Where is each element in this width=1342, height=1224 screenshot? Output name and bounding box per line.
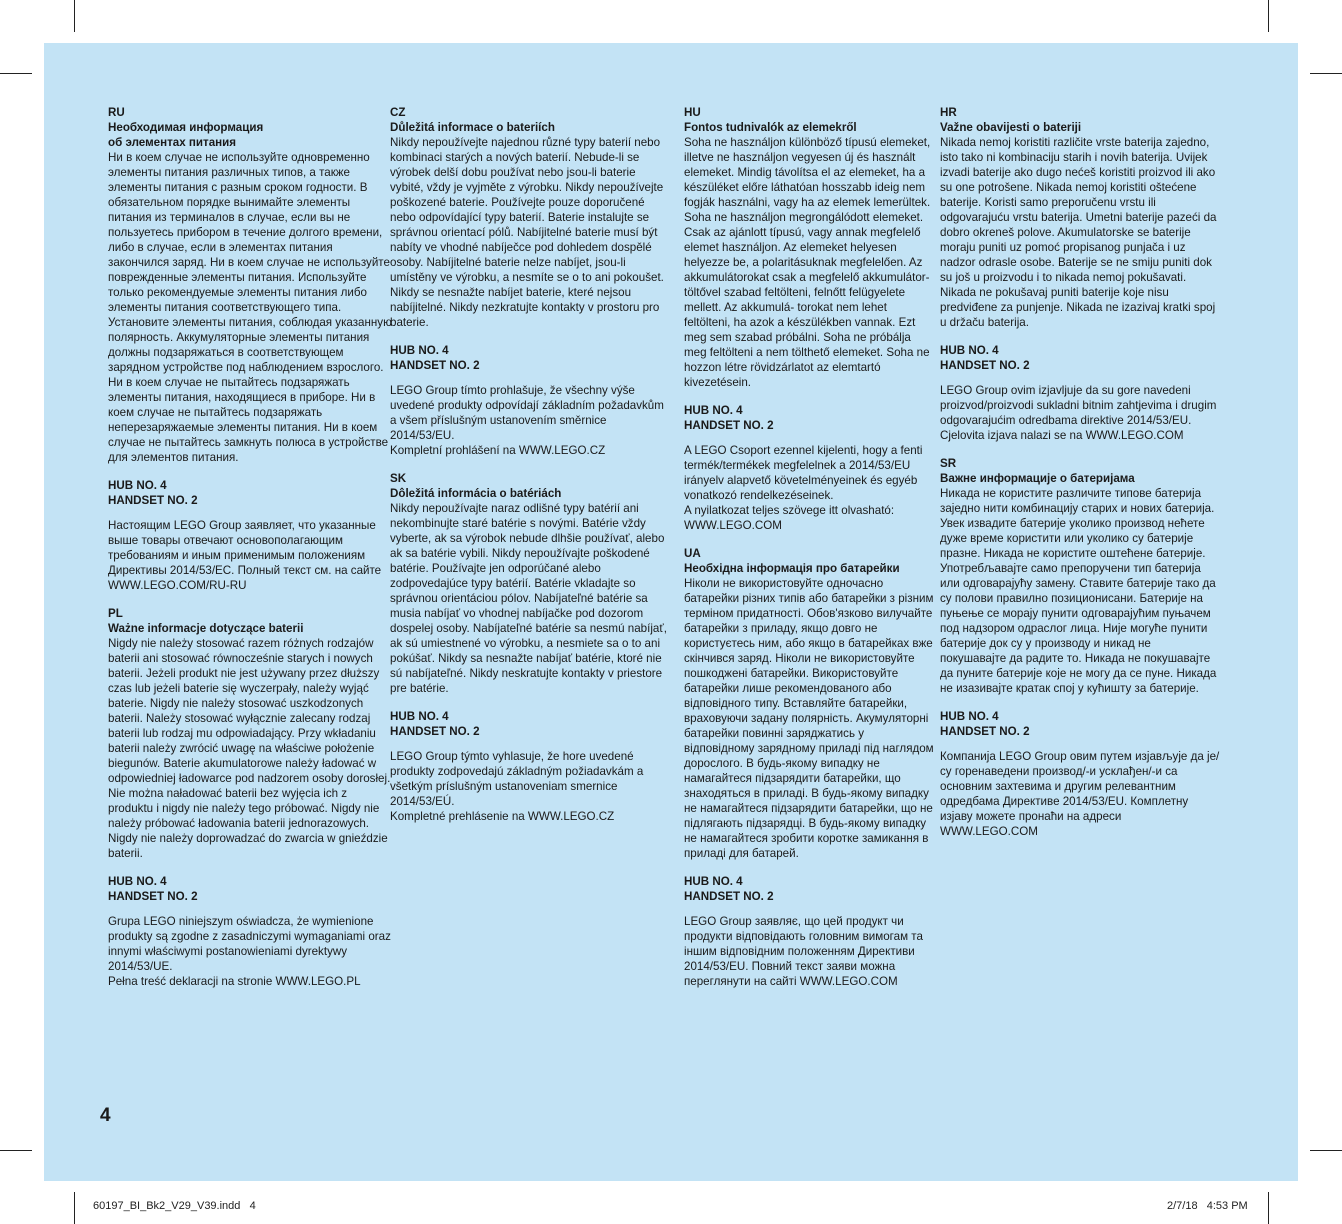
hub-handset-label: HUB NO. 4 HANDSET NO. 2 — [108, 875, 198, 903]
language-code: SK — [390, 472, 407, 485]
language-section — [108, 105, 392, 593]
page-number: 4 — [100, 1105, 111, 1126]
column-3 — [684, 105, 934, 989]
slug-file: 60197_BI_Bk2_V29_V39.indd 4 — [93, 1200, 256, 1212]
section-title: Важне информације о батеријама — [940, 472, 1135, 485]
language-code: HU — [684, 106, 701, 119]
language-code: RU — [108, 106, 125, 119]
section-body: Soha ne használjon különböző típusú elemeket, illetve ne használjon vegyesen új és használt elemeket. Mindig távolítsa el az elemeket, ha a készüléket előre láthatóan hosszabb ideig nem fogják használni, vagy ha az elemek lemerültek. Soha ne használjon megrongálódott elemeket. Csak az ajánlott típusú, vagy annak megfelelő elemet használjon. Az elemeket helyesen helyezze be, a polaritásuknak megfelelően. Az akkumulátorokat csak a megfelelő akkumulátor- töltővel szabad feltölteni, felnőtt felügyelete mellett. Az akkumulá- torokat nem lehet feltölteni, ha azok a készülékben vannak. Ezt meg sem szabad próbálni. Soha ne próbálja meg feltölteni a nem tölthető elemeket. Soha ne hozzon létre rövidzárlatot az elemtartó kivezetésein. — [684, 136, 931, 389]
page-panel — [44, 43, 1298, 1181]
section-body: Ни в коем случае не используйте одновременно элементы питания различных типов, а также элементы питания с разным сроком годности. В обязательном порядке вынимайте элементы питания из терминалов в случае, если вы не пользуетесь прибором в течение долгого времени, либо в случае, если в элементах питания закончился заряд. Ни в коем случае не используйте поврежденные элементы питания. Используйте только рекомендуемые элементы питания либо элементы питания соответствующего типа. Установите элементы питания, соблюдая указанную полярность. Аккумуляторные элементы питания должны подзаряжаться в соответствующем зарядном устройстве под наблюдением взрослого. Ни в коем случае не пытайтесь подзаряжать элементы питания, находящиеся в приборе. Ни в коем случае не пытайтесь подзаряжать неперезаряжаемые элементы питания. Ни в коем случае не пытайтесь замкнуть полюса в устройстве для элементов питания. — [108, 151, 392, 464]
language-code: UA — [684, 547, 701, 560]
column-1 — [108, 105, 392, 989]
crop-mark — [0, 73, 32, 74]
hub-handset-label: HUB NO. 4 HANDSET NO. 2 — [390, 344, 480, 372]
hub-handset-label: HUB NO. 4 HANDSET NO. 2 — [940, 344, 1030, 372]
section-body: Ніколи не використовуйте одночасно батарейки різних типів або батарейки з різним терміном придатності. Обов'язково вилучайте батарейки з приладу, якщо довго не користуєтесь ним, або якщо в батарейках вже скінчився заряд. Ніколи не використовуйте пошкоджені батарейки. Використовуйте батарейки лише рекомендованого або відповідного типу. Вставляйте батарейки, враховуючи задану полярність. Акумуляторні батарейки повинні заряджатись у відповідному зарядному приладі під наглядом дорослого. В будь-якому випадку не намагайтеся підзарядити батарейки, що знаходяться в приладі. В будь-якому випадку не намагайтеся підзарядити батарейки, що не підлягають підзарядці. В будь-якому випадку не намагайтеся зробити коротке замикання в приладі для батарей. — [684, 577, 934, 860]
language-section — [684, 546, 934, 989]
hub-handset-label: HUB NO. 4 HANDSET NO. 2 — [940, 710, 1030, 738]
language-section — [390, 105, 670, 458]
language-code: CZ — [390, 106, 406, 119]
declaration-text: LEGO Group tímto prohlašuje, že všechny výše uvedené produkty odpovídají základním požadavkům a všem příslušným ustanovením směrnice 2014/53/EU. Kompletní prohlášení na WWW.LEGO.CZ — [390, 384, 664, 457]
section-title: Důležitá informace o bateriích — [390, 121, 555, 134]
declaration-text: Компанија LEGO Group овим путем изјављује да је/су горенаведени производ/-и усклађен/-и са основним захтевима и другим релевантним одредбама Директиве 2014/53/EU. Комплетну изјаву можете пронаћи на адреси WWW.LEGO.COM — [940, 750, 1220, 838]
section-body: Nigdy nie należy stosować razem różnych rodzajów baterii ani stosować równocześnie starych i nowych baterii. Jeżeli produkt nie jest używany przez dłuższy czas lub jeżeli baterie się wyczerpały, należy wyjąć baterie. Nigdy nie należy stosować uszkodzonych baterii. Należy stosować wyłącznie zalecany rodzaj baterii lub rodzaj mu odpowiadający. Przy wkładaniu baterii należy zwrócić uwagę na właściwe położenie biegunów. Baterie akumulatorowe należy ładować w odpowiedniej ładowarce pod nadzorem osoby dorosłej. Nie można naładować baterii bez wyjęcia ich z produktu i nigdy nie należy tego próbować. Nigdy nie należy próbować ładowania baterii jednorazowych. Nigdy nie należy doprowadzać do zwarcia w gnieździe baterii. — [108, 637, 391, 860]
section-body: Nikada nemoj koristiti različite vrste baterija zajedno, isto tako ni kombinaciju starih i novih baterija. Uvijek izvadi baterije ako dugo nećeš koristiti proizvod ili ako su one potrošene. Nikada nemoj koristiti oštećene baterije. Koristi samo preporučenu vrstu ili odgovarajuću vrstu baterija. Umetni baterije pazeći da dobro okreneš polove. Akumulatorske se baterije moraju puniti uz pomoć propisanog punjača i uz nadzor odrasle osobe. Baterije se ne smiju puniti dok su još u proizvodu i to nikada nemoj pokušavati. Nikada ne pokušavaj puniti baterije koje nisu predviđene za punjenje. Nikada ne izazivaj kratki spoj u držaču baterija. — [940, 136, 1217, 329]
language-section — [940, 456, 1220, 839]
declaration-text: Настоящим LEGO Group заявляет, что указанные выше товары отвечают основополагающим требованиям и иным применимым положениям Директивы 2014/53/EC. Полный текст см. на сайте WWW.LEGO.COM/RU-RU — [108, 519, 382, 592]
crop-mark — [1310, 73, 1342, 74]
section-title: Ważne informacje dotyczące baterii — [108, 622, 304, 635]
section-title: Необхідна інформація про батарейки — [684, 562, 900, 575]
hub-handset-label: HUB NO. 4 HANDSET NO. 2 — [684, 404, 774, 432]
section-body: Никада не користите различите типове батерија заједно нити комбинацију старих и нових батерија. Увек извадите батерије уколико производ нећете дуже време користити или уколико су батерије празне. Никада не користите оштећене батерије. Употребљавајте само препоручени тип батерија или одговарајућу замену. Ставите батерије тако да су полови правилно позиционисани. Батерије на пуњење се морају пунити одговарајућим пуњачем под надзором одраслог лица. Није могуће пунити батерије док су у производу и никад не покушавајте да радите то. Никада не покушавајте да пуните батерије које не могу да се пуне. Никада не изазивајте кратак спој у кућишту за батерије. — [940, 487, 1217, 695]
crop-mark — [1268, 0, 1269, 32]
hub-handset-label: HUB NO. 4 HANDSET NO. 2 — [108, 479, 198, 507]
language-code: HR — [940, 106, 957, 119]
declaration-text: LEGO Group týmto vyhlasuje, že hore uvedené produkty zodpovedajú základným požiadavkám a všetkým príslušným ustanoveniam smernice 2014/53/EÚ. Kompletné prehlásenie na WWW.LEGO.CZ — [390, 750, 644, 823]
declaration-text: Grupa LEGO niniejszym oświadcza, że wymienione produkty są zgodne z zasadniczymi wymaganiami oraz innymi właściwymi postanowieniami dyrektywy 2014/53/UE. Pełna treść deklaracji na stronie WWW.LEGO.PL — [108, 915, 391, 988]
hub-handset-label: HUB NO. 4 HANDSET NO. 2 — [684, 875, 774, 903]
section-body: Nikdy nepoužívejte najednou různé typy baterií nebo kombinaci starých a nových baterií. Nebude-li se výrobek delší dobu používat nebo jsou-li baterie vybité, vždy je vyjměte z výrobku. Nikdy nepoužívejte poškozené baterie. Používejte pouze doporučené nebo odpovídající typy baterií. Baterie instalujte se správnou orientací pólů. Nabíjitelné baterie musí být nabíty ve vhodné nabíječce pod dohledem dospělé osoby. Nabíjitelné baterie nelze nabíjet, jsou-li umístěny ve výrobku, a nesmíte se o to ani pokoušet. Nikdy se nesnažte nabíjet baterie, které nejsou nabíjitelné. Nikdy nezkratujte kontakty v prostoru pro baterie. — [390, 136, 664, 329]
section-title: Fontos tudnivalók az elemekről — [684, 121, 857, 134]
column-4 — [940, 105, 1220, 839]
language-section — [108, 606, 392, 989]
column-2 — [390, 105, 670, 824]
slug-date: 2/7/18 4:53 PM — [1167, 1200, 1248, 1212]
declaration-text: LEGO Group заявляє, що цей продукт чи продукти відповідають головним вимогам та іншим відповідним положенням Директиви 2014/53/EU. Повний текст заяви можна переглянути на сайті WWW.LEGO.COM — [684, 915, 923, 988]
crop-mark — [1268, 1192, 1269, 1224]
language-code: PL — [108, 607, 123, 620]
language-code: SR — [940, 457, 957, 470]
language-section — [940, 105, 1220, 443]
language-section — [390, 471, 670, 824]
crop-mark — [74, 1192, 75, 1224]
declaration-text: A LEGO Csoport ezennel kijelenti, hogy a fenti termék/termékek megfelelnek a 2014/53/EU irányelv alapvető követelményeinek és egyéb vonatkozó rendelkezéseinek. A nyilatkozat teljes szövege itt olvasható: WWW.LEGO.COM — [684, 444, 923, 532]
crop-mark — [74, 0, 75, 32]
crop-mark — [0, 1150, 32, 1151]
declaration-text: LEGO Group ovim izjavljuje da su gore navedeni proizvod/proizvodi sukladni bitnim zahtjevima i drugim odgovarajućim odredbama direktive 2014/53/EU. Cjelovita izjava nalazi se na WWW.LEGO.COM — [940, 384, 1217, 442]
section-title: Dôležitá informácia o batériách — [390, 487, 562, 500]
section-body: Nikdy nepoužívajte naraz odlišné typy batérií ani nekombinujte staré batérie s novými. Batérie vždy vyberte, ak sa výrobok nebude dlhšie používať, alebo ak sa batérie vybili. Nikdy nepoužívajte poškodené batérie. Používajte jen odporúčané alebo zodpovedajúce typy batérií. Batérie vkladajte so správnou orientáciou pólov. Nabíjateľné batérie sa musia nabíjať vo vhodnej nabíjačke pod dozorom dospelej osoby. Nabíjateľné batérie sa nesmú nabíjať, ak sú umiestnené vo výrobku, a nesmiete sa o to ani pokúšať. Nikdy sa nesnažte nabíjať batérie, ktoré nie sú nabíjateľné. Nikdy neskratujte kontakty v priestore pre batérie. — [390, 502, 667, 695]
hub-handset-label: HUB NO. 4 HANDSET NO. 2 — [390, 710, 480, 738]
section-title: Необходимая информация об элементах питания — [108, 121, 264, 149]
crop-mark — [1310, 1150, 1342, 1151]
section-title: Važne obavijesti o bateriji — [940, 121, 1082, 134]
language-section — [684, 105, 934, 533]
